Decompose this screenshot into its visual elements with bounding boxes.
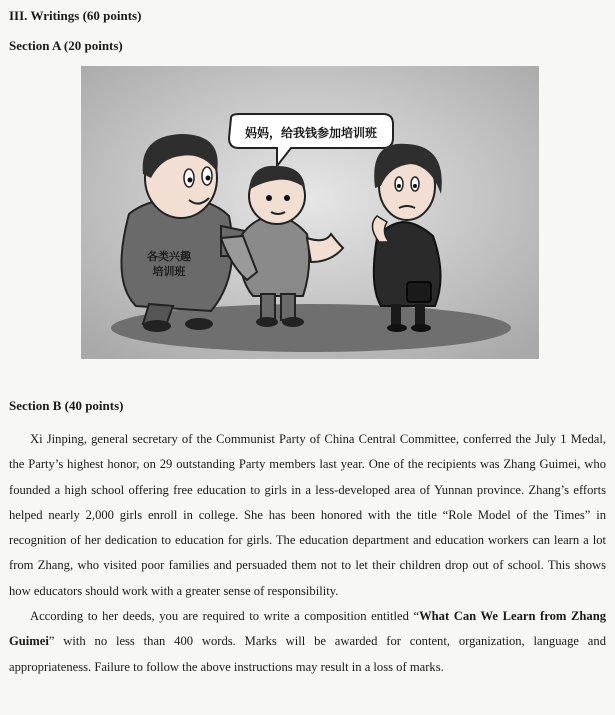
- woman-figure: [372, 144, 441, 332]
- paragraph-2: [9, 604, 606, 680]
- section-b-text: [9, 427, 606, 680]
- heading-writings: III. Writings (60 points): [9, 8, 142, 23]
- cartoon-illustration: [81, 66, 539, 359]
- paragraph-2-intro: According to her deeds, you are required to write a composition entitled “: [30, 609, 420, 624]
- sweater-text-line2: 培训班: [152, 265, 186, 278]
- heading-section-b: Section B (40 points): [9, 398, 124, 413]
- speech-bubble-text: 妈妈，给我钱参加培训班: [244, 126, 378, 140]
- composition-title: What Can We Learn from Zhang Guimei: [9, 609, 606, 649]
- paragraph-2-rest: ” with no less than 400 words. Marks will be awarded for content, organization, language and appropriateness. Failure to follow the above instructions may result in a loss of marks.: [9, 634, 606, 674]
- heading-section-a: Section A (20 points): [9, 38, 123, 53]
- sweater-text-line1: 各类兴趣: [147, 250, 191, 263]
- paragraph-1: Xi Jinping, general secretary of the Communist Party of China Central Committee, conferred the July 1 Medal, the Party’s highest honor, on 29 outstanding Party members last year. One of the recipients was Zhang Guimei, who founded a high school offering free education to girls in a less-developed area of Yunnan province. Zhang’s efforts helped nearly 2,000 girls enroll in college. She has been honored with the title “Role Model of the Times” in recognition of her dedication to education for girls. The education department and education workers can learn a lot from Zhang, who visited poor families and persuaded them not to let their children drop out of school. This shows how educators should work with a greater sense of responsibility.: [9, 432, 606, 598]
